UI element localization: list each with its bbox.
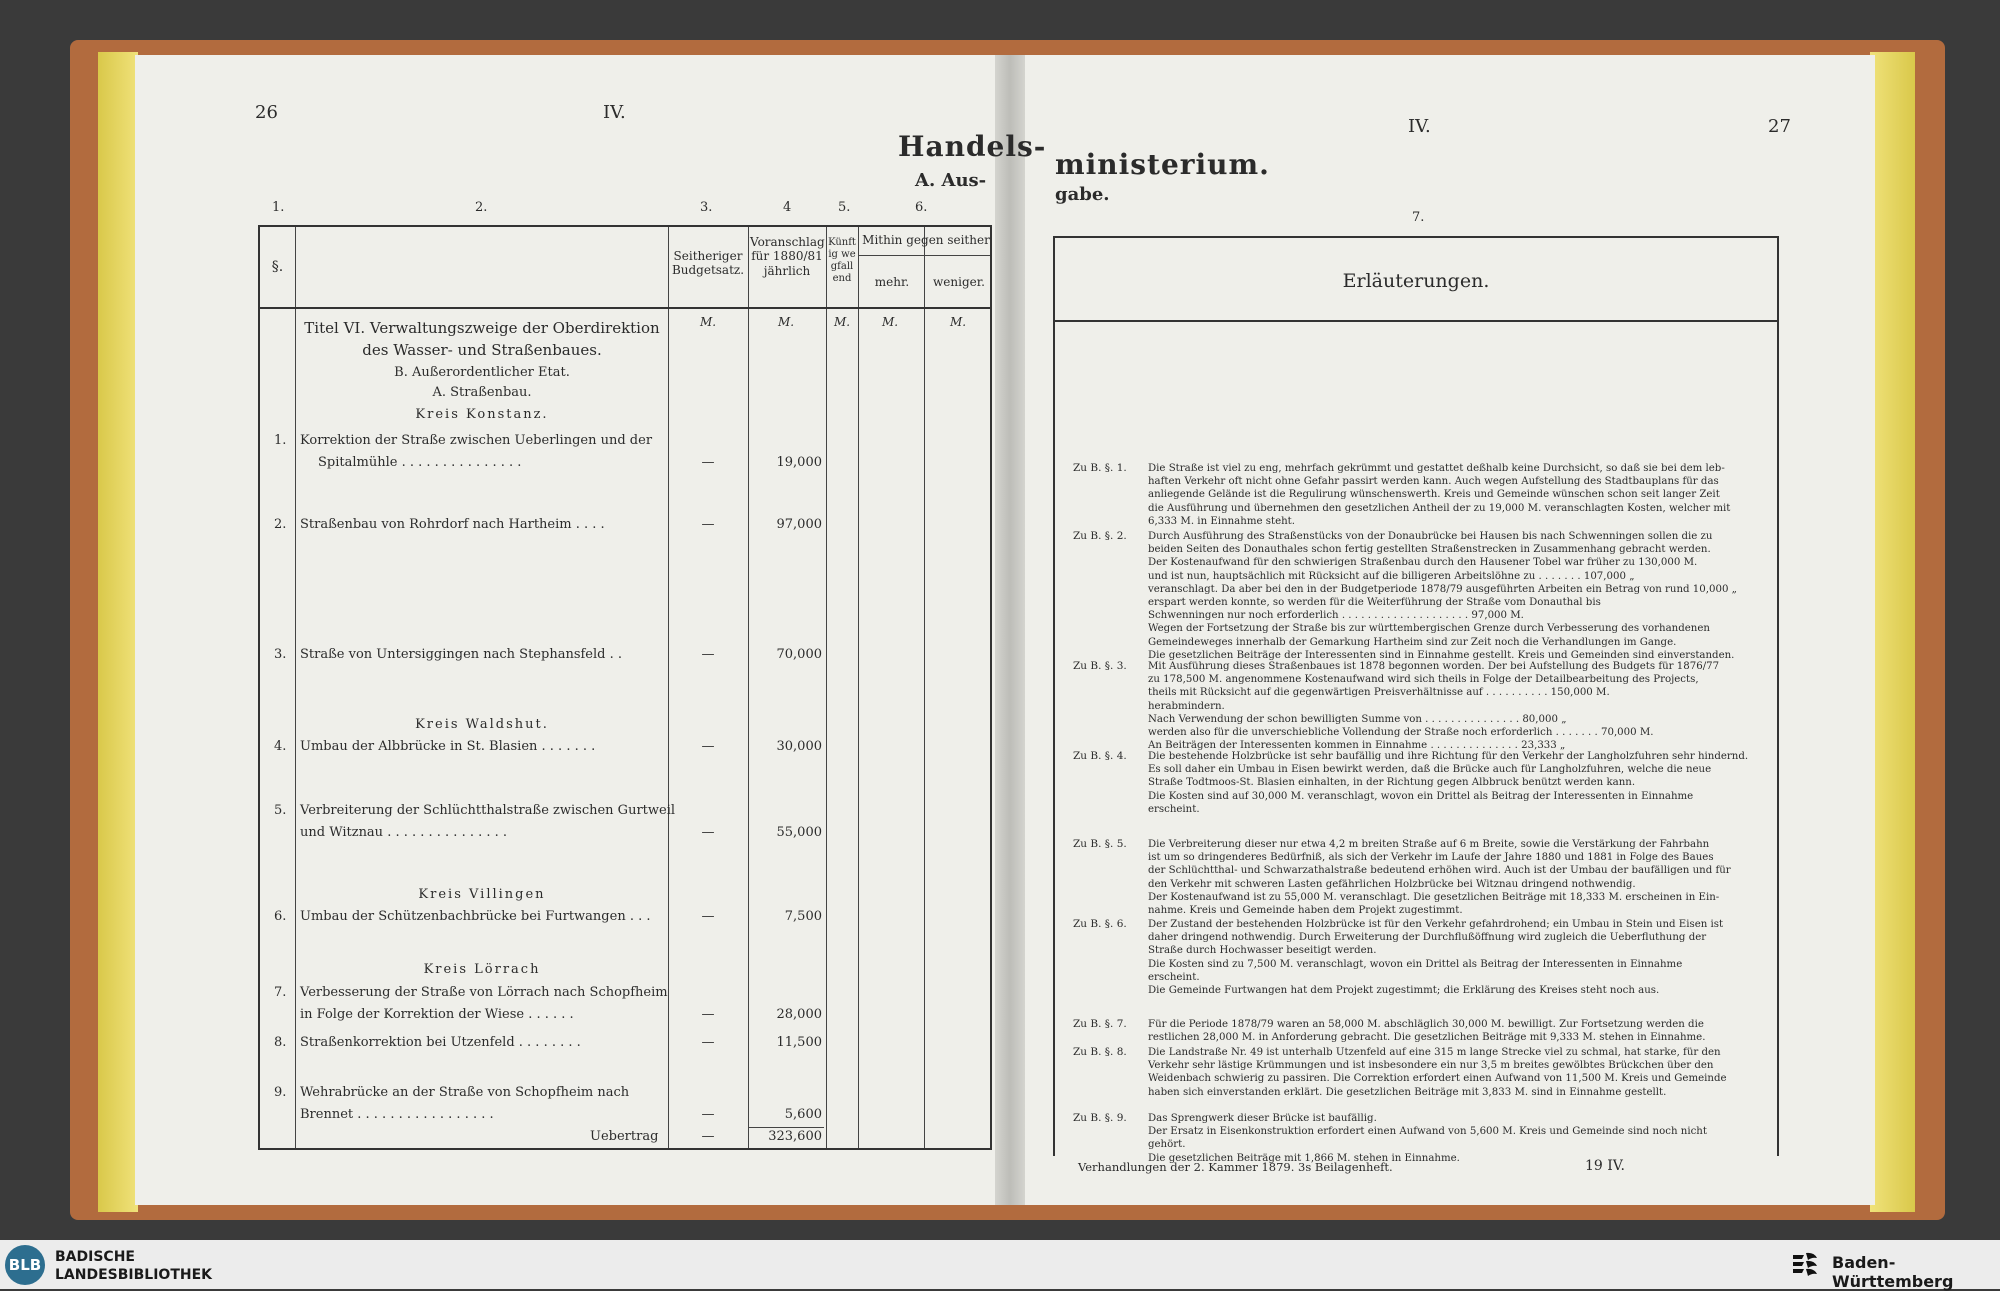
left-roman-heading: IV. (603, 102, 626, 123)
row-2-line-1: Straßenbau von Rohrdorf nach Hartheim . . . . (300, 517, 605, 532)
title-strassenbau: A. Straßenbau. (432, 385, 532, 400)
unit-less: M. (950, 315, 967, 329)
note-line: haften Verkehr oft nicht ohne Gefahr passirt werden kann. Auch wegen Aufstellung des Stadtbauplans für das (1148, 476, 1719, 488)
row-6-estimate: 7,500 (784, 909, 822, 924)
left-fraktur-title: Handels- (898, 130, 1047, 163)
note-line: Für die Periode 1878/79 waren an 58,000 M. abschläglich 30,000 M. bewilligt. Zur Fortsetzung werden die (1148, 1019, 1704, 1030)
note-line: restlichen 28,000 M. in Anforderung gebracht. Die gesetzlichen Beiträge mit 9,333 M. stehen in Einnahme. (1148, 1032, 1706, 1044)
note-ref: Zu B. §. 3. (1073, 660, 1127, 672)
header-thus-vs-prior: Mithin gegen seither (862, 233, 990, 247)
header-prior-budget: Seitheriger Budgetsatz. (671, 249, 745, 278)
note-line: Nach Verwendung der schon bewilligten Summe von . . . . . . . . . . . . . . . 80,000 „ (1148, 713, 1567, 725)
note-line: herabmindern. (1148, 700, 1225, 712)
blb-logo-icon[interactable]: BLB (5, 1245, 45, 1285)
note-ref: Zu B. §. 9. (1073, 1112, 1127, 1124)
title-line-1: Titel VI. Verwaltungszweige der Oberdirektion (304, 319, 660, 337)
budget-table (258, 225, 992, 1150)
row-1-line-2: Spitalmühle . . . . . . . . . . . . . . . (318, 455, 522, 470)
district-loerrach: Kreis Lörrach (423, 962, 541, 977)
note-line: Die Verbreiterung dieser nur etwa 4,2 m breiten Straße auf 6 m Breite, sowie die Verstärkung der Fahrbahn (1148, 839, 1710, 850)
row-8-num: 8. (274, 1035, 287, 1050)
note-line: den Verkehr mit schweren Lasten gefährlichen Holzbrücke bei Witznau dringend nothwendig. (1148, 878, 1636, 890)
page-edge-right (1870, 52, 1915, 1212)
viewer-footer-bar (0, 1240, 2000, 1289)
note-line: Wegen der Fortsetzung der Straße bis zur württembergischen Grenze durch Verbesserung des vorhandenen (1148, 623, 1710, 635)
right-colnum-7: 7. (1412, 210, 1425, 225)
table-subheader-rule (858, 255, 990, 256)
row-7-line-2: in Folge der Korrektion der Wiese . . . . . . (300, 1007, 574, 1022)
row-4-line-1: Umbau der Albbrücke in St. Blasien . . . . . . . (300, 739, 596, 754)
note-ref: Zu B. §. 1. (1073, 462, 1127, 474)
colnum-1: 1. (272, 200, 285, 215)
carry-total: 323,600 (768, 1129, 822, 1144)
note-line: Der Kostenaufwand für den schwierigen Straßenbau durch den Hausener Tobel war früher zu 130,000 M. (1148, 557, 1698, 569)
note-line: Die Gemeinde Furtwangen hat dem Projekt zugestimmt; die Erklärung des Kreises steht noch aus. (1148, 985, 1660, 996)
note-line: Die bestehende Holzbrücke ist sehr baufällig und ihre Richtung für den Verkehr der Langholzfuhren sehr hindernd. (1148, 751, 1749, 762)
note-ref: Zu B. §. 8. (1073, 1046, 1127, 1058)
row-9-line-2: Brennet . . . . . . . . . . . . . . . . . (300, 1107, 494, 1122)
blb-name-line-1: BADISCHE (55, 1249, 135, 1265)
note-line: Schwenningen nur noch erforderlich . . . . . . . . . . . . . . . . . . . . 97,000 M. (1148, 610, 1524, 622)
row-5-estimate: 55,000 (776, 825, 822, 840)
note-line: zu 178,500 M. angenommene Kostenaufwand wird sich theils in Folge der Detailbearbeitung des Projects, (1148, 674, 1699, 686)
row-7-prior: — (701, 1007, 715, 1022)
note-ref: Zu B. §. 2. (1073, 530, 1127, 542)
row-4-estimate: 30,000 (776, 739, 822, 754)
table-header-rule (260, 307, 990, 309)
header-more: mehr. (874, 275, 910, 289)
row-1-prior: — (701, 455, 715, 470)
colnum-4: 4 (783, 200, 792, 215)
row-9-estimate: 5,600 (784, 1107, 822, 1122)
note-line: ist um so dringenderes Bedürfniß, als sich der Verkehr im Laufe der Jahre 1880 und 1881 in Folge des Baues (1148, 852, 1714, 864)
row-9-prior: — (701, 1107, 715, 1122)
note-line: Durch Ausführung des Straßenstücks von der Donaubrücke bei Hausen bis nach Schwenningen sollen die zu (1148, 531, 1713, 542)
note-line: anliegende Gelände ist die Regulirung wünschenswerth. Kreis und Gemeinde wünschen schon seit langer Zeit (1148, 489, 1720, 501)
row-6-num: 6. (274, 909, 287, 924)
colnum-3: 3. (700, 200, 713, 215)
note-line: Der Zustand der bestehenden Holzbrücke ist für den Verkehr gefahrdrohend; ein Umbau in Stein und Eisen ist (1148, 919, 1724, 930)
row-5-prior: — (701, 825, 715, 840)
header-explanations: Erläuterungen. (1342, 270, 1490, 292)
note-line: daher dringend nothwendig. Durch Erweiterung der Durchflußöffnung wird zugleich die Ueberfluthung der (1148, 932, 1707, 944)
row-1-line-1: Korrektion der Straße zwischen Ueberlingen und der (300, 433, 653, 448)
row-5-line-2: und Witznau . . . . . . . . . . . . . . . (300, 825, 508, 840)
row-3-prior: — (701, 647, 715, 662)
row-2-estimate: 97,000 (776, 517, 822, 532)
note-line: die Ausführung und übernehmen den gesetzlichen Antheil der zu 19,000 M. veranschlagten Kosten, welcher mit (1148, 502, 1731, 514)
row-4-num: 4. (274, 739, 287, 754)
row-3-line-1: Straße von Untersiggingen nach Stephansfeld . . (300, 647, 622, 662)
note-line: An Beiträgen der Interessenten kommen in Einnahme . . . . . . . . . . . . . . 23,333 „ (1148, 740, 1566, 752)
note-line: beiden Seiten des Donauthales schon fertig gestellten Straßenstrecken in Zusammenhang gebracht werden. (1148, 544, 1711, 556)
row-3-estimate: 70,000 (776, 647, 822, 662)
table-vline (826, 227, 827, 1148)
note-line: Straße Todtmoos-St. Blasien einhalten, in der Richtung gegen Albbruck benützt werden kann. (1148, 777, 1636, 789)
book-gutter (995, 55, 1025, 1205)
left-page-number: 26 (255, 102, 278, 123)
table-vline (858, 227, 859, 1148)
note-line: theils mit Rücksicht auf die gegenwärtigen Preisverhältnisse auf . . . . . . . . . . 150,000 M. (1148, 687, 1610, 699)
note-line: Straße durch Hochwasser beseitigt werden. (1148, 945, 1377, 957)
row-7-num: 7. (274, 985, 287, 1000)
note-line: und ist nun, hauptsächlich mit Rücksicht auf die billigeren Arbeitslöhne zu . . . . . . . 107,000 „ (1148, 570, 1635, 582)
note-line: nahme. Kreis und Gemeinde haben dem Projekt zugestimmt. (1148, 905, 1463, 916)
right-footer-left: Verhandlungen der 2. Kammer 1879. 3s Beilagenheft. (1078, 1160, 1393, 1174)
carry-prior: — (701, 1129, 715, 1144)
blb-name[interactable] (55, 1248, 212, 1284)
note-line: erscheint. (1148, 971, 1200, 983)
title-line-2: des Wasser- und Straßenbaues. (362, 341, 602, 359)
note-line: Der Kostenaufwand ist zu 55,000 M. veranschlagt. Die gesetzlichen Beiträge mit 18,333 M. erscheinen in Ein- (1148, 891, 1720, 903)
unit-prior: M. (700, 315, 717, 329)
unit-future: M. (834, 315, 851, 329)
note-line: haben sich einverstanden erklärt. Die gesetzlichen Beiträge mit 3,833 M. sind in Einnahme gestellt. (1148, 1086, 1667, 1098)
colnum-2: 2. (475, 200, 488, 215)
note-ref: Zu B. §. 6. (1073, 918, 1127, 930)
row-7-estimate: 28,000 (776, 1007, 822, 1022)
header-less: weniger. (933, 275, 985, 289)
table-vline (748, 227, 749, 1148)
table-vline (924, 227, 925, 1148)
note-line: gehört. (1148, 1139, 1186, 1151)
blb-name-line-2: LANDESBIBLIOTHEK (55, 1267, 213, 1283)
row-9-num: 9. (274, 1085, 287, 1100)
colnum-5: 5. (838, 200, 851, 215)
row-1-estimate: 19,000 (776, 455, 822, 470)
right-footer-right: 19 IV. (1585, 1158, 1625, 1174)
row-3-num: 3. (274, 647, 287, 662)
row-2-prior: — (701, 517, 715, 532)
note-line: der Schlüchtthal- und Schwarzathalstraße bedeutend erhöhen wird. Auch ist der Umbau der baufälligen und für (1148, 865, 1731, 877)
row-8-estimate: 11,500 (776, 1035, 822, 1050)
note-line: erspart werden konnte, so werden für die Weiterführung der Straße vom Donauthal bis (1148, 597, 1601, 608)
note-ref: Zu B. §. 7. (1073, 1018, 1127, 1030)
row-6-line-1: Umbau der Schützenbachbrücke bei Furtwangen . . . (300, 909, 651, 924)
note-ref: Zu B. §. 5. (1073, 838, 1127, 850)
row-2-num: 2. (274, 517, 287, 532)
baden-wuerttemberg-label[interactable]: Baden-Württemberg (1832, 1253, 1954, 1291)
note-line: 6,333 M. in Einnahme steht. (1148, 515, 1295, 527)
note-line: werden also für die unverschiebliche Vollendung der Straße noch erforderlich . . . . . . . 70,000 M. (1148, 727, 1654, 738)
colnum-6: 6. (915, 200, 928, 215)
note-line: Die Straße ist viel zu eng, mehrfach gekrümmt und gestattet deßhalb keine Durchsicht, so daß sie bei dem leb- (1148, 463, 1725, 474)
row-8-prior: — (701, 1035, 715, 1050)
unit-estimate: M. (778, 315, 795, 329)
carry-label: Uebertrag (590, 1129, 659, 1144)
note-line: veranschlagt. Da aber bei den in der Budgetperiode 1878/79 ausgeführten Arbeiten ein Betrag von rund 10,000 „ (1148, 583, 1737, 595)
note-line: Es soll daher ein Umbau in Eisen bewirkt werden, daß die Brücke auch für Langholzfuhren, welche die neue (1148, 764, 1712, 776)
right-fraktur-title: ministerium. (1055, 148, 1270, 181)
note-line: Der Ersatz in Eisenkonstruktion erfordert einen Aufwand von 5,600 M. Kreis und Gemeinde sind noch nicht (1148, 1126, 1707, 1138)
note-line: Die gesetzlichen Beiträge mit 1,866 M. stehen in Einnahme. (1148, 1152, 1460, 1164)
header-estimate: Voranschlag für 1880/81 jährlich (750, 235, 825, 278)
note-line: Die Kosten sind zu 7,500 M. veranschlagt, wovon ein Drittel als Beitrag der Interessenten in Einnahme (1148, 958, 1683, 970)
district-waldshut: Kreis Waldshut. (415, 717, 549, 732)
row-8-line-1: Straßenkorrektion bei Utzenfeld . . . . . . . . (300, 1035, 581, 1050)
note-line: Verkehr sehr lästige Krümmungen und ist insbesondere ein nur 3,5 m breites gewölbtes Brückchen über den (1148, 1060, 1714, 1072)
district-konstanz: Kreis Konstanz. (415, 407, 549, 422)
row-7-line-1: Verbesserung der Straße von Lörrach nach Schopfheim (300, 985, 668, 1000)
note-ref: Zu B. §. 4. (1073, 750, 1127, 762)
right-page-number: 27 (1768, 116, 1791, 137)
right-subtitle: gabe. (1055, 184, 1110, 205)
district-villingen: Kreis Villingen (418, 887, 546, 902)
title-etat: B. Außerordentlicher Etat. (394, 365, 570, 380)
header-paragraph: §. (271, 259, 284, 275)
note-line: Die Landstraße Nr. 49 ist unterhalb Utzenfeld auf eine 315 m lange Strecke viel zu schmal, hat starke, für den (1148, 1047, 1721, 1058)
note-line: erscheint. (1148, 803, 1200, 815)
note-line: Mit Ausführung dieses Straßenbaues ist 1878 begonnen worden. Der bei Aufstellung des Budgets für 1876/77 (1148, 661, 1720, 672)
note-line: Gemeindeweges innerhalb der Gemarkung Hartheim sind zur Zeit noch die Verhandlungen im Gange. (1148, 636, 1677, 648)
note-line: Die gesetzlichen Beiträge der Interessenten sind in Einnahme gestellt. Kreis und Gemeinden sind einverstanden. (1148, 649, 1735, 661)
row-5-num: 5. (274, 803, 287, 818)
header-future-lapse: Künftig wegfallend (828, 237, 856, 284)
left-subtitle: A. Aus- (915, 170, 987, 191)
baden-wuerttemberg-lions-icon[interactable] (1790, 1249, 1820, 1279)
page-edge-left (98, 52, 138, 1212)
carry-rule (748, 1127, 824, 1128)
unit-more: M. (882, 315, 899, 329)
table-vline (668, 227, 669, 1148)
note-line: Die Kosten sind auf 30,000 M. veranschlagt, wovon ein Drittel als Beitrag der Interessenten in Einnahme (1148, 790, 1694, 802)
row-9-line-1: Wehrabrücke an der Straße von Schopfheim nach (300, 1085, 630, 1100)
row-4-prior: — (701, 739, 715, 754)
note-line: Das Sprengwerk dieser Brücke ist baufällig. (1148, 1113, 1377, 1124)
rtable-header-rule (1055, 320, 1777, 322)
row-1-num: 1. (274, 433, 287, 448)
right-roman-heading: IV. (1408, 116, 1431, 137)
row-5-line-1: Verbreiterung der Schlüchtthalstraße zwischen Gurtweil (300, 803, 676, 818)
note-line: Weidenbach schwierig zu passiren. Die Correktion erfordert einen Aufwand von 11,500 M. Kreis und Gemeinde (1148, 1073, 1727, 1085)
row-6-prior: — (701, 909, 715, 924)
